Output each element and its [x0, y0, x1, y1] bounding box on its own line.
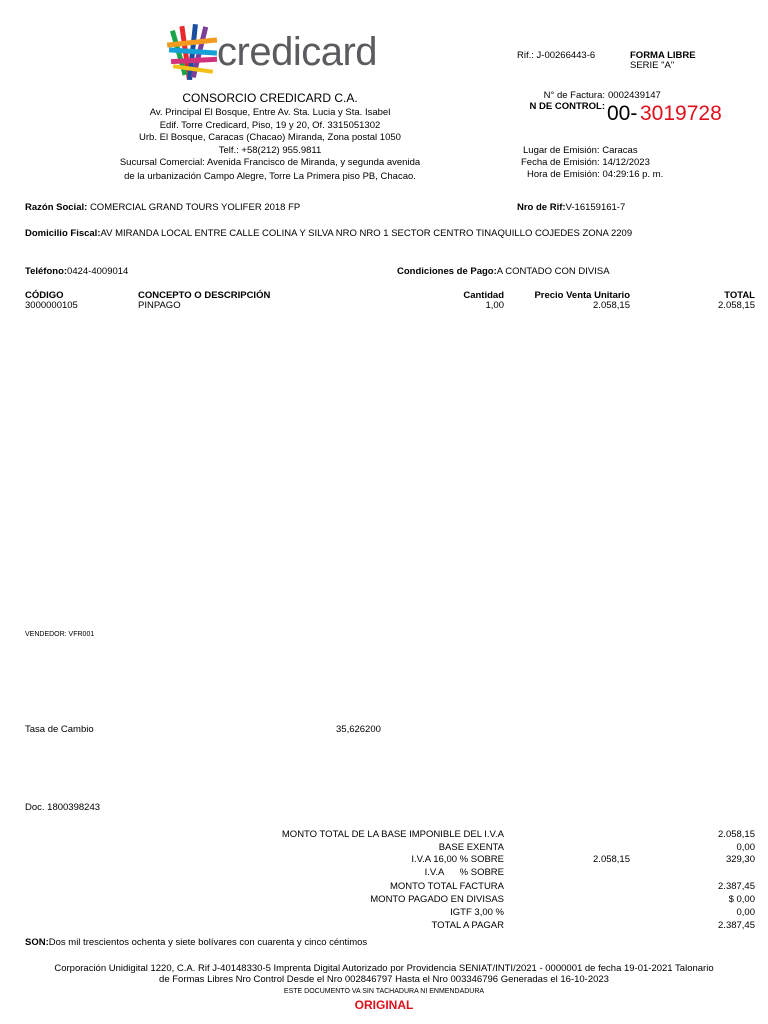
row-codigo: 3000000105 — [25, 300, 78, 311]
company-phone: Telf.: +58(212) 955.9811 — [218, 145, 322, 156]
footer-note: ESTE DOCUMENTO VA SIN TACHADURA NI ENMENDADURA — [283, 988, 485, 995]
amount-in-words — [25, 937, 367, 950]
totals-value: 329,30 — [725, 854, 755, 865]
exchange-rate-label: Tasa de Cambio — [25, 724, 94, 735]
totals-label: I.V.A 16,00 % SOBRE — [411, 854, 504, 865]
row-concepto: PINPAGO — [138, 300, 181, 311]
company-branch-2: de la urbanización Campo Alegre, Torre La Primera piso PB, Chacao. — [124, 171, 416, 182]
totals-value: $ 0,00 — [728, 894, 755, 905]
totals-label: BASE EXENTA — [438, 842, 504, 853]
row-precio: 2.058,15 — [593, 300, 630, 311]
doc-number: Doc. 1800398243 — [25, 802, 101, 813]
company-logo — [165, 22, 380, 84]
client-phone-value: 0424-4009014 — [67, 266, 129, 277]
razon-social — [25, 202, 300, 215]
totals-label: IGTF 3,00 % — [450, 907, 504, 918]
issue-place: Lugar de Emisión: Caracas — [523, 145, 638, 156]
totals-value: 0,00 — [736, 907, 755, 918]
client-phone-label: Teléfono: — [25, 266, 68, 277]
client-rif-label: Nro de Rif: — [517, 202, 566, 213]
totals-label: MONTO TOTAL DE LA BASE IMPONIBLE DEL I.V.A — [281, 829, 504, 840]
serie: SERIE "A" — [630, 60, 675, 71]
col-header-cantidad: Cantidad — [463, 290, 504, 301]
domicilio-fiscal — [25, 228, 632, 241]
company-address-2: Edif. Torre Credicard, Piso, 19 y 20, Of. 3315051302 — [159, 120, 381, 131]
footer-line-2: de Formas Libres Nro Control Desde el Nro 002846797 Hasta el Nro 003346796 Generadas el 16-10-2023 — [159, 974, 609, 985]
control-number-label: N DE CONTROL: — [529, 101, 605, 112]
domicilio-label: Domicilio Fiscal: — [25, 228, 101, 239]
logo-wordmark: credicard — [217, 30, 378, 74]
control-number-prefix: 00- — [607, 102, 638, 125]
issue-date: Fecha de Emisión: 14/12/2023 — [521, 157, 650, 168]
row-total: 2.058,15 — [718, 300, 755, 311]
row-cantidad: 1,00 — [485, 300, 504, 311]
razon-social-label: Razón Social: — [25, 202, 88, 213]
footer-line-1: Corporación Unidigital 1220, C.A. Rif J-40148330-5 Imprenta Digital Autorizado por Providencia SENIAT/INTI/2021 - 0000001 de fecha 19-01-2021 Talonario — [54, 963, 714, 974]
col-header-codigo: CÓDIGO — [25, 290, 64, 301]
control-number: 3019728 — [640, 102, 722, 125]
client-phone — [25, 266, 128, 279]
amount-in-words-label: SON: — [25, 937, 49, 948]
razon-social-value: COMERCIAL GRAND TOURS YOLIFER 2018 FP — [89, 202, 301, 213]
col-header-total: TOTAL — [724, 290, 755, 301]
company-name: CONSORCIO CREDICARD C.A. — [182, 91, 358, 105]
vendedor: VENDEDOR: VFR001 — [25, 631, 95, 638]
company-branch-1: Sucursal Comercial: Avenida Francisco de Miranda, y segunda avenida — [119, 157, 421, 168]
col-header-precio: Precio Venta Unitario — [534, 290, 630, 301]
client-rif — [517, 202, 625, 215]
col-header-concepto: CONCEPTO O DESCRIPCIÓN — [138, 290, 271, 301]
totals-label: TOTAL A PAGAR — [431, 920, 504, 931]
forma-libre: FORMA LIBRE — [630, 50, 696, 61]
original-stamp: ORIGINAL — [354, 998, 414, 1012]
totals-value: 2.058,15 — [718, 829, 755, 840]
totals-label: MONTO TOTAL FACTURA — [389, 881, 504, 892]
totals-value: 0,00 — [736, 842, 755, 853]
amount-in-words-value: Dos mil trescientos ochenta y siete bolívares con cuarenta y cinco céntimos — [48, 937, 368, 948]
totals-mid: 2.058,15 — [593, 854, 630, 865]
credicard-logo-icon — [165, 22, 221, 84]
issuer-rif: Rif.: J-00266443-6 — [517, 50, 596, 61]
totals-value: 2.387,45 — [718, 881, 755, 892]
totals-label: I.V.A % SOBRE — [424, 867, 504, 878]
domicilio-value: AV MIRANDA LOCAL ENTRE CALLE COLINA Y SILVA NRO NRO 1 SECTOR CENTRO TINAQUILLO COJEDES ZONA 2209 — [100, 228, 633, 239]
payment-conditions-value: A CONTADO CON DIVISA — [496, 266, 610, 277]
invoice-number: 0002439147 — [608, 90, 661, 101]
invoice-number-label: N° de Factura: — [543, 90, 605, 101]
payment-conditions — [397, 266, 610, 279]
totals-label: MONTO PAGADO EN DIVISAS — [370, 894, 504, 905]
company-address-3: Urb. El Bosque, Caracas (Chacao) Miranda, Zona postal 1050 — [139, 132, 401, 143]
payment-conditions-label: Condiciones de Pago: — [397, 266, 497, 277]
issue-time: Hora de Emisión: 04:29:16 p. m. — [527, 169, 664, 180]
company-address-1: Av. Principal El Bosque, Entre Av. Sta. Lucia y Sta. Isabel — [149, 107, 391, 118]
totals-value: 2.387,45 — [718, 920, 755, 931]
client-rif-value: V-16159161-7 — [565, 202, 626, 213]
exchange-rate-value: 35,626200 — [336, 724, 381, 735]
